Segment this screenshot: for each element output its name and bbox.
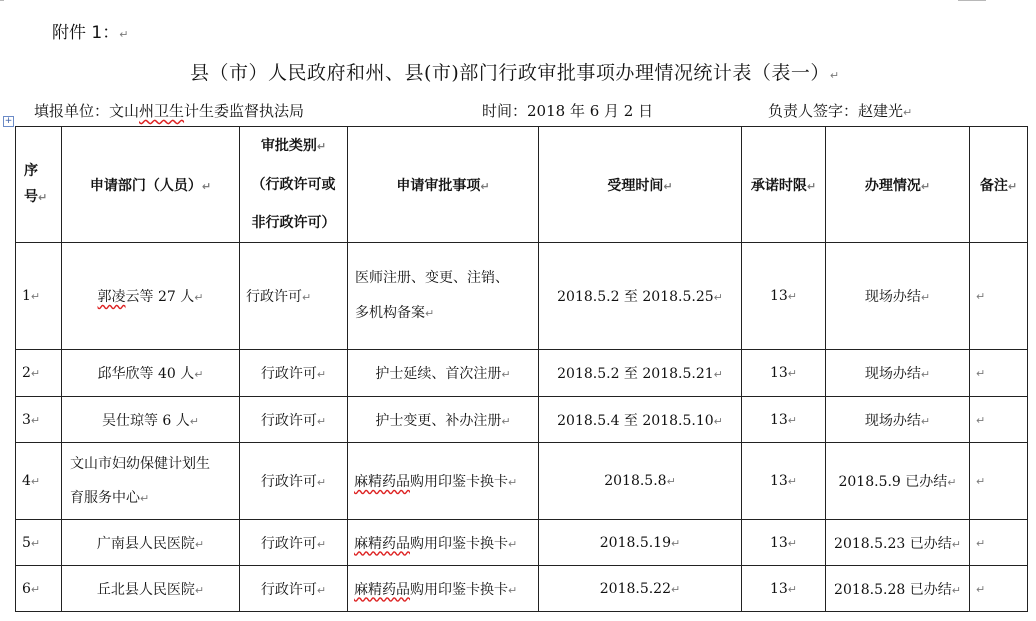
table-row [16, 566, 1028, 612]
cell-status: 现场办结↵ [826, 397, 970, 443]
report-info-line [0, 100, 1036, 122]
cell-promise: 13↵ [742, 566, 826, 612]
cell-item: 麻精药品购用印鉴卡换卡↵ [348, 443, 539, 520]
table-row [16, 350, 1028, 397]
cell-status: 现场办结↵ [826, 350, 970, 397]
attachment-text: 附件 1： [52, 23, 120, 43]
cell-seq: 4↵ [16, 443, 62, 520]
table-header-row [16, 127, 1028, 243]
cell-promise: 13↵ [742, 397, 826, 443]
cell-remark: ↵ [970, 397, 1028, 443]
signer-field [768, 100, 912, 121]
unit-value: 文山州卫生计生委监督执法局 [109, 102, 305, 120]
header-item: 申请审批事项↵ [348, 127, 539, 243]
table-move-handle-icon[interactable]: + [4, 116, 13, 126]
cell-seq: 1↵ [16, 243, 62, 350]
signer-label: 负责人签字： [768, 102, 859, 120]
cell-promise: 13↵ [742, 443, 826, 520]
header-category [240, 127, 348, 243]
cell-category: 行政许可↵ [240, 566, 348, 612]
attachment-label [52, 18, 128, 43]
table-row [16, 397, 1028, 443]
paragraph-mark: ↵ [829, 69, 840, 82]
time-value: 2018 年 6 月 2 日 [527, 102, 654, 120]
cell-status: 2018.5.9 已办结↵ [826, 443, 970, 520]
cell-seq: 6↵ [16, 566, 62, 612]
header-seq [16, 127, 62, 243]
cell-category: 行政许可↵ [240, 520, 348, 566]
header-accept-time: 受理时间↵ [539, 127, 742, 243]
header-category-line3: 非行政许可） [251, 215, 336, 231]
cell-item: 护士变更、补办注册↵ [348, 397, 539, 443]
cell-remark: ↵ [970, 566, 1028, 612]
unit-field [34, 100, 304, 121]
header-category-line1: 审批类别↵ [260, 138, 327, 154]
cell-category: 行政许可↵ [240, 243, 348, 350]
cell-category: 行政许可↵ [240, 397, 348, 443]
unit-label: 填报单位： [34, 102, 110, 120]
table-row [16, 443, 1028, 520]
cell-promise: 13↵ [742, 243, 826, 350]
cell-seq: 5↵ [16, 520, 62, 566]
cell-dept: 吴仕琼等 6 人↵ [62, 397, 240, 443]
cell-promise: 13↵ [742, 350, 826, 397]
table-row [16, 243, 1028, 350]
cell-remark: ↵ [970, 243, 1028, 350]
header-promise: 承诺时限↵ [742, 127, 826, 243]
time-field [482, 100, 653, 121]
page-corner-mark-left [0, 0, 4, 1]
signer-value: 赵建光 [858, 102, 904, 120]
cell-dept: 郭凌云等 27 人↵ [62, 243, 240, 350]
paragraph-mark: ↵ [119, 28, 129, 41]
cell-accept-time: 2018.5.4 至 2018.5.10↵ [539, 397, 742, 443]
header-remark: 备注↵ [970, 127, 1028, 243]
approval-stats-table [15, 126, 1028, 612]
cell-accept-time: 2018.5.22↵ [539, 566, 742, 612]
cell-dept: 邱华欣等 40 人↵ [62, 350, 240, 397]
header-category-line2: （行政许可或 [251, 177, 336, 193]
cell-accept-time: 2018.5.2 至 2018.5.21↵ [539, 350, 742, 397]
header-seq-bottom: 号↵ [24, 189, 48, 205]
cell-item: 麻精药品购用印鉴卡换卡↵ [348, 520, 539, 566]
header-seq-top: 序 [24, 163, 38, 179]
page-title [190, 58, 840, 85]
cell-item: 麻精药品购用印鉴卡换卡↵ [348, 566, 539, 612]
cell-accept-time: 2018.5.19↵ [539, 520, 742, 566]
cell-dept: 丘北县人民医院↵ [62, 566, 240, 612]
cell-item [348, 243, 539, 350]
cell-dept [62, 443, 240, 520]
cell-category: 行政许可↵ [240, 443, 348, 520]
cell-remark: ↵ [970, 350, 1028, 397]
cell-seq: 3↵ [16, 397, 62, 443]
header-status: 办理情况↵ [826, 127, 970, 243]
cell-item: 护士延续、首次注册↵ [348, 350, 539, 397]
cell-seq: 2↵ [16, 350, 62, 397]
cell-dept-line2: 育服务中心↵ [70, 489, 150, 506]
table-row [16, 520, 1028, 566]
cell-status: 现场办结↵ [826, 243, 970, 350]
cell-dept: 广南县人民医院↵ [62, 520, 240, 566]
page-corner-mark [958, 0, 986, 1]
header-dept: 申请部门（人员）↵ [62, 127, 240, 243]
cell-item-line1: 医师注册、变更、注销、 [355, 270, 509, 286]
cell-category: 行政许可↵ [240, 350, 348, 397]
cell-status: 2018.5.28 已办结↵ [826, 566, 970, 612]
cell-remark: ↵ [970, 520, 1028, 566]
cell-accept-time: 2018.5.8↵ [539, 443, 742, 520]
cell-dept-line1: 文山市妇幼保健计划生 [70, 455, 210, 472]
cell-item-line2: 多机构备案↵ [355, 305, 435, 321]
cell-promise: 13↵ [742, 520, 826, 566]
cell-status: 2018.5.23 已办结↵ [826, 520, 970, 566]
time-label: 时间： [482, 102, 528, 120]
paragraph-mark: ↵ [903, 106, 913, 119]
cell-remark: ↵ [970, 443, 1028, 520]
cell-accept-time: 2018.5.2 至 2018.5.25↵ [539, 243, 742, 350]
title-text: 县（市）人民政府和州、县(市)部门行政审批事项办理情况统计表（表一） [190, 62, 830, 84]
